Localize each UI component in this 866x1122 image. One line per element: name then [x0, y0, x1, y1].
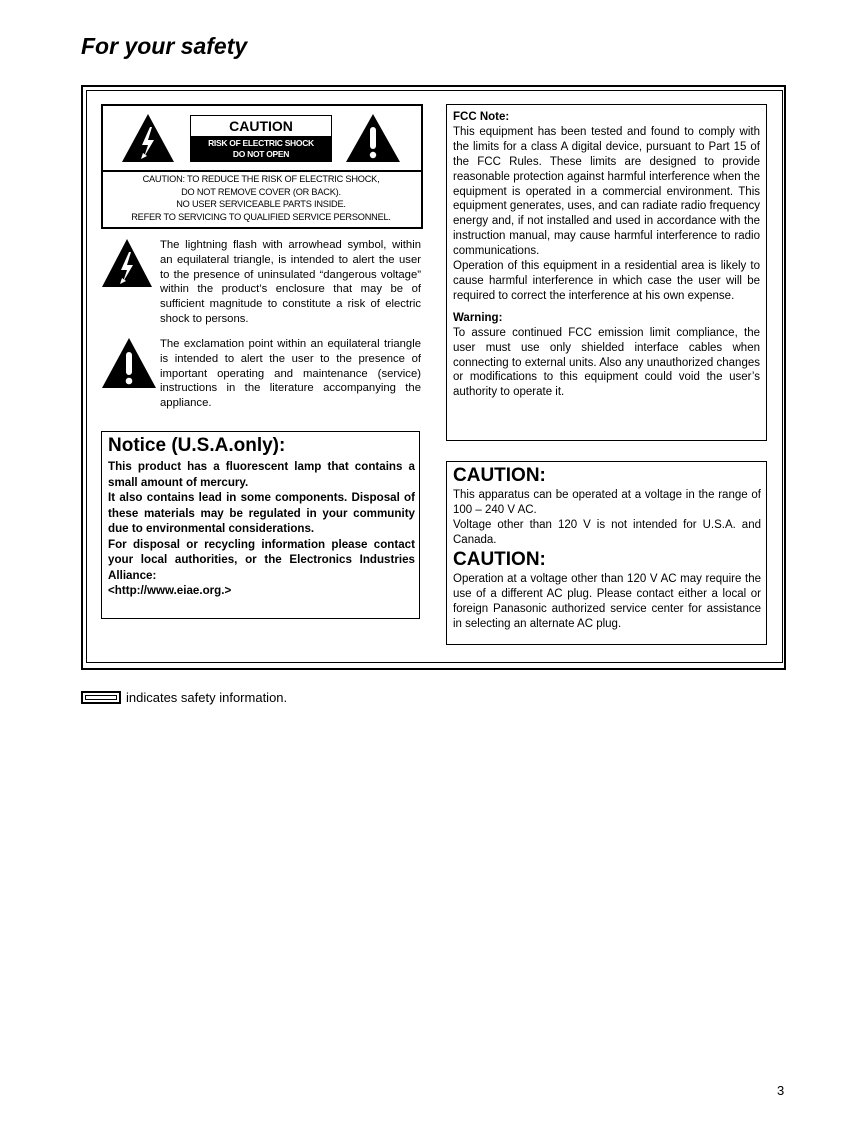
- notice-body: [108, 459, 415, 599]
- caution-heading: CAUTION:: [453, 549, 546, 570]
- notice-paragraph: It also contains lead in some components. Disposal of these materials may be regulated in your community due to environmental considerations.: [108, 491, 415, 535]
- label-warning-text: [103, 173, 419, 223]
- caution-text: Voltage other than 120 V is not intended for U.S.A. and Canada.: [453, 519, 761, 546]
- exclamation-triangle-icon: [101, 337, 157, 389]
- page-title: For your safety: [81, 33, 248, 59]
- label-divider: [101, 170, 423, 172]
- notice-url: <http://www.eiae.org.>: [108, 584, 232, 597]
- notice-usa-box: [101, 431, 420, 619]
- notice-paragraph: For disposal or recycling information please contact your local authorities, or the Electronics Industries Alliance:: [108, 537, 415, 582]
- caution-voltage-box: [446, 461, 767, 645]
- caution-text: This apparatus can be operated at a voltage in the range of 100 – 240 V AC.: [453, 489, 761, 516]
- lightning-triangle-icon: [101, 238, 153, 288]
- label-line: REFER TO SERVICING TO QUALIFIED SERVICE PERSONNEL.: [131, 211, 391, 222]
- caution-label-title: CAUTION: [190, 115, 332, 137]
- notice-paragraph: This product has a fluorescent lamp that contains a small amount of mercury.: [108, 460, 415, 489]
- risk-of-shock-banner: [190, 136, 332, 162]
- warning-text: To assure continued FCC emission limit compliance, the user must use only shielded interface cables when connecting to external units. Also any unauthorized changes or modifications to this equipment could void the user’s authority to operate it.: [453, 326, 760, 399]
- label-line: DO NOT REMOVE COVER (OR BACK).: [181, 186, 341, 197]
- fcc-heading: FCC Note:: [453, 111, 510, 123]
- label-line: NO USER SERVICEABLE PARTS INSIDE.: [176, 199, 346, 210]
- legend-text: indicates safety information.: [126, 690, 288, 705]
- notice-heading: Notice (U.S.A.only):: [108, 435, 286, 456]
- safety-frame-icon: [81, 691, 121, 704]
- exclamation-warning-icon: [345, 113, 401, 163]
- safety-legend: [81, 690, 287, 705]
- warning-heading: Warning:: [453, 311, 503, 324]
- fcc-paragraph: This equipment has been tested and found to comply with the limits for a class A digital device, pursuant to Part 15 of the FCC Rules. These limits are designed to provide reasonable protection against harmful interference when the equipment is operated in a commercial environment. This equipment generates, uses, and can radiate radio frequency energy and, if not installed and used in accordance with the instruction manual, may cause harmful interference to radio communications.: [453, 125, 760, 258]
- fcc-paragraph: Operation of this equipment in a residential area is likely to cause harmful interference in which case the user will be required to correct the interference at his own expense.: [453, 260, 760, 302]
- caution-text: Operation at a voltage other than 120 V AC may require the use of a different AC plug. Please contact either a local or foreign Panasonic authorized service center for assistance in selecting an alternate AC plug.: [453, 573, 761, 630]
- fcc-note-box: [446, 104, 767, 441]
- exclamation-description: The exclamation point within an equilateral triangle is intended to alert the user to the presence of important operating and maintenance (service) instructions in the literature accompanying the appliance.: [160, 338, 421, 410]
- risk-line-1: RISK OF ELECTRIC SHOCK: [208, 138, 314, 148]
- caution-heading: CAUTION:: [453, 465, 546, 486]
- label-line: CAUTION: TO REDUCE THE RISK OF ELECTRIC SHOCK,: [142, 174, 380, 184]
- lightning-warning-icon: [121, 113, 175, 163]
- risk-line-2: DO NOT OPEN: [232, 149, 290, 159]
- page-number: 3: [777, 1083, 785, 1098]
- lightning-description: The lightning flash with arrowhead symbol, within an equilateral triangle, is intended to alert the user to the presence of uninsulated “dangerous voltage” within the product’s enclosure that may be of sufficient magnitude to constitute a risk of electric shock to persons.: [160, 239, 421, 325]
